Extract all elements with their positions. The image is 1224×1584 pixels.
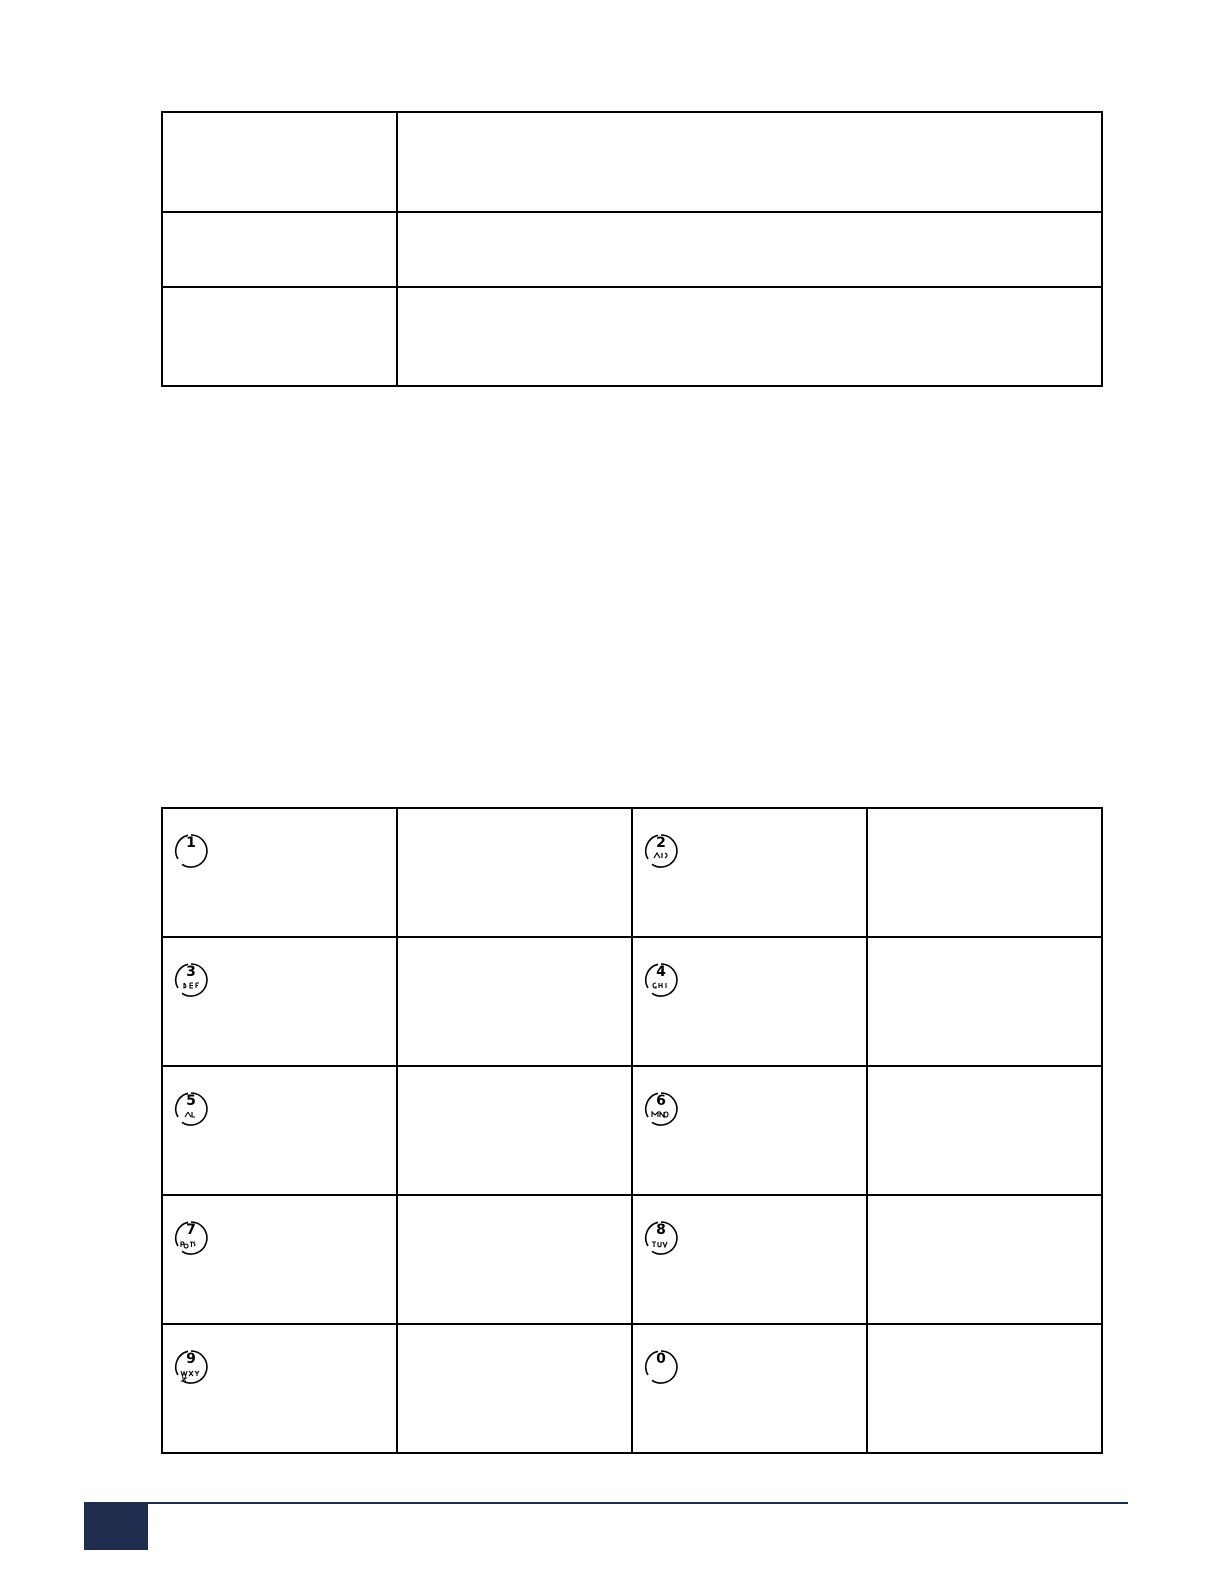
table-cell (162, 287, 397, 386)
key-digit: 5 (186, 1093, 196, 1109)
table-row (162, 937, 1102, 1066)
key-cell (632, 808, 867, 937)
key-digit: 3 (186, 964, 196, 980)
table-row (162, 112, 1102, 212)
keypad-5-icon (173, 1091, 209, 1127)
keypad-3-icon (173, 962, 209, 998)
key-digit: 6 (656, 1093, 666, 1109)
table-row (162, 1066, 1102, 1195)
table-cell (867, 1066, 1102, 1195)
key-digit: 7 (186, 1222, 196, 1238)
table-cell (397, 808, 632, 937)
key-cell (632, 1324, 867, 1453)
table-cell (162, 112, 397, 212)
top-table (161, 111, 1103, 387)
table-cell (867, 808, 1102, 937)
key-cell (162, 1195, 397, 1324)
keypad-4-icon (643, 962, 679, 998)
key-digit: 1 (186, 835, 196, 851)
table-row (162, 287, 1102, 386)
table-row (162, 212, 1102, 287)
table-row (162, 1195, 1102, 1324)
keypad-6-icon (643, 1091, 679, 1127)
page-number-tab (84, 1504, 148, 1550)
table-cell (867, 1324, 1102, 1453)
keypad-9-icon (173, 1349, 209, 1385)
table-cell (397, 1066, 632, 1195)
key-cell (632, 1066, 867, 1195)
table-row (162, 1324, 1102, 1453)
keypad-table (161, 807, 1103, 1454)
keypad-8-icon (643, 1220, 679, 1256)
key-cell (632, 937, 867, 1066)
key-cell (632, 1195, 867, 1324)
key-digit: 0 (656, 1351, 666, 1367)
table-row (162, 808, 1102, 937)
table-cell (397, 1195, 632, 1324)
key-digit: 8 (656, 1222, 666, 1238)
keypad-1-icon (173, 833, 209, 869)
table-cell (397, 1324, 632, 1453)
table-cell (397, 287, 1102, 386)
key-digit: 9 (186, 1351, 196, 1367)
keypad-7-icon (173, 1220, 209, 1256)
keypad-0-icon (643, 1349, 679, 1385)
footer-rule (84, 1502, 1128, 1504)
key-digit: 2 (656, 835, 666, 851)
table-cell (867, 937, 1102, 1066)
table-cell (397, 112, 1102, 212)
table-cell (867, 1195, 1102, 1324)
key-cell (162, 808, 397, 937)
key-cell (162, 937, 397, 1066)
key-cell (162, 1066, 397, 1195)
key-digit: 4 (656, 964, 666, 980)
keypad-2-icon (643, 833, 679, 869)
key-cell (162, 1324, 397, 1453)
table-cell (162, 212, 397, 287)
table-cell (397, 937, 632, 1066)
table-cell (397, 212, 1102, 287)
